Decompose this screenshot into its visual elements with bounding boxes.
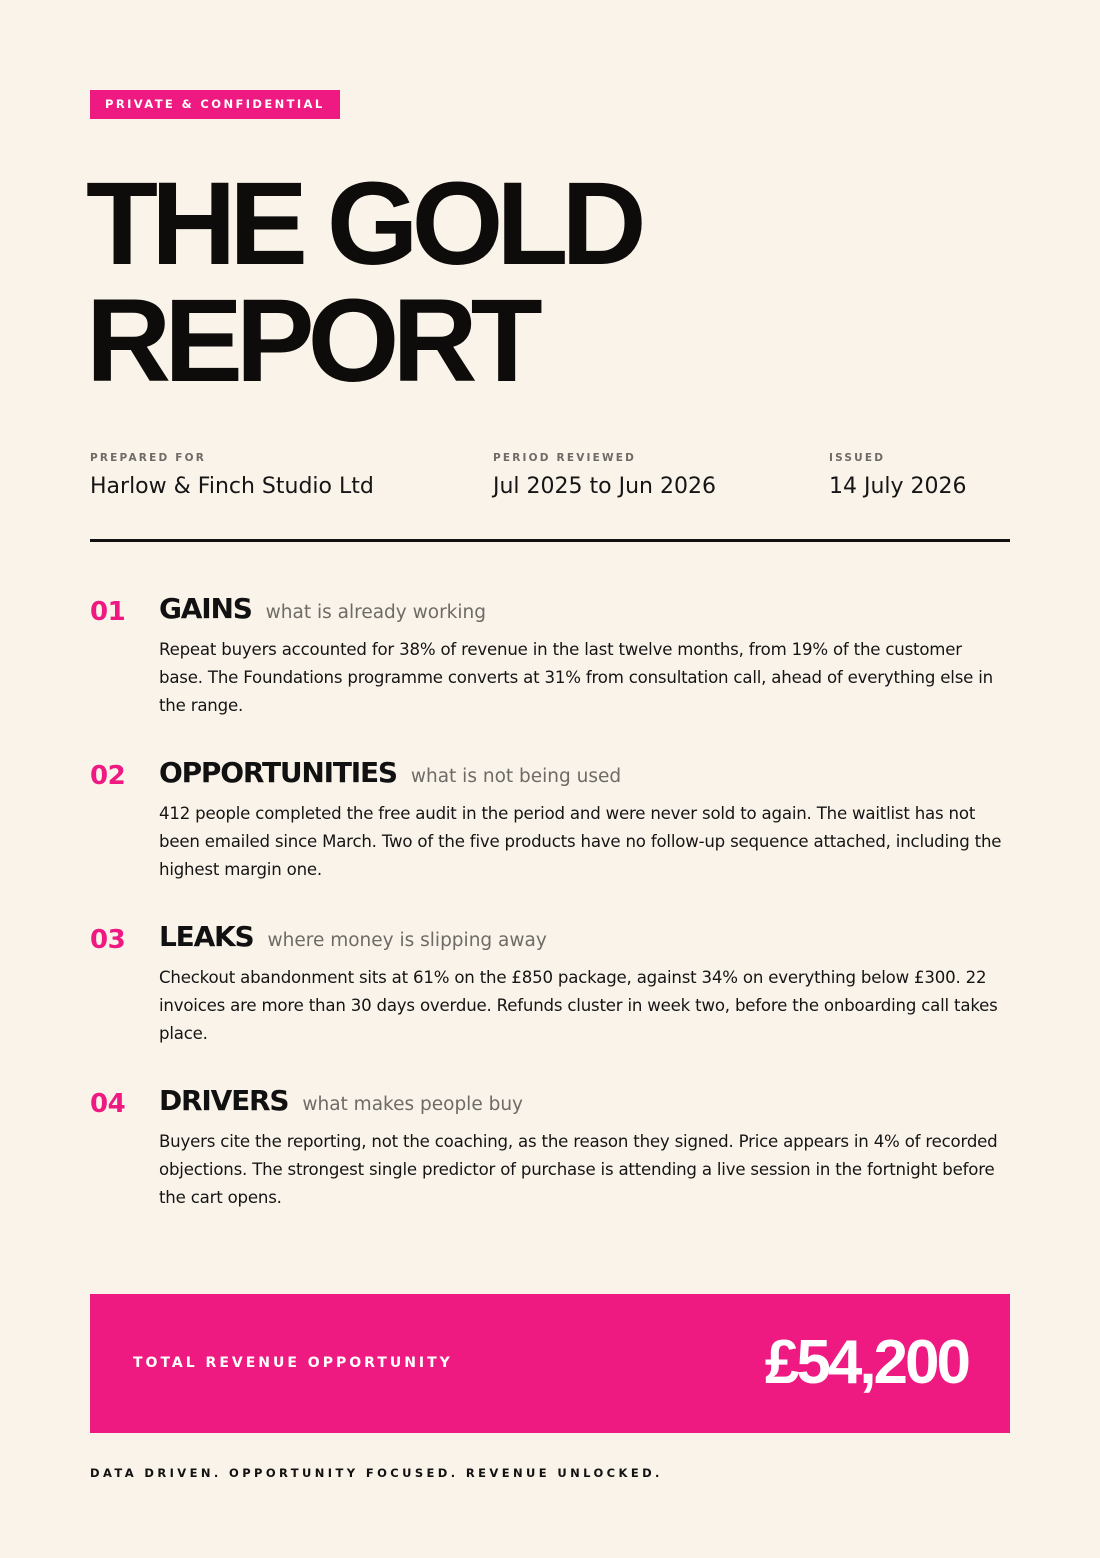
section-body: Checkout abandonment sits at 61% on the £850 package, against 34% on everything below £300. 22 invoices are more than 30 days overdue. Refunds cluster in week two, before the onboarding call takes place. [159,968,998,1043]
section-title: GAINS [159,592,252,625]
report-title-line-1: THE GOLD [86,158,640,290]
section-subtitle: what makes people buy [302,1094,524,1115]
report-title-line-2: REPORT [86,275,536,407]
section-heading [159,756,621,789]
section-subtitle: where money is slipping away [267,930,547,951]
section-title: DRIVERS [159,1084,289,1117]
prepared-for-label: PREPARED FOR [90,452,207,464]
footer-tagline: DATA DRIVEN. OPPORTUNITY FOCUSED. REVENUE UNLOCKED. [90,1466,663,1480]
section-title: OPPORTUNITIES [159,756,397,789]
section-number: 04 [90,1089,126,1119]
section-heading [159,592,486,625]
section-number: 02 [90,761,126,791]
section-body: 412 people completed the free audit in the period and were never sold to again. The waitlist has not been emailed since March. Two of the five products have no follow-up sequence attached, including the highest margin one. [159,804,1002,879]
section-heading [159,920,547,953]
total-revenue-panel [90,1294,1010,1433]
confidential-badge: PRIVATE & CONFIDENTIAL [90,90,340,119]
section-body: Buyers cite the reporting, not the coaching, as the reason they signed. Price appears in 4% of recorded objections. The strongest single predictor of purchase is attending a live session in the fortnight before the cart opens. [159,1132,998,1207]
issued-value: 14 July 2026 [829,474,967,499]
header-divider [90,539,1010,542]
section-number: 03 [90,925,126,955]
issued-label: ISSUED [829,452,886,464]
section-body: Repeat buyers accounted for 38% of revenue in the last twelve months, from 19% of the customer base. The Foundations programme converts at 31% from consultation call, ahead of everything else in the range. [159,640,993,715]
section-heading [159,1084,523,1117]
section-subtitle: what is not being used [410,766,622,787]
section-subtitle: what is already working [265,602,487,623]
total-revenue-value: £54,200 [764,1328,968,1397]
report-title [86,158,640,407]
period-value: Jul 2025 to Jun 2026 [493,474,716,499]
period-label: PERIOD REVIEWED [493,452,637,464]
total-revenue-label: TOTAL REVENUE OPPORTUNITY [133,1355,453,1371]
section-number: 01 [90,597,126,627]
section-title: LEAKS [159,920,254,953]
prepared-for-value: Harlow & Finch Studio Ltd [90,474,374,499]
